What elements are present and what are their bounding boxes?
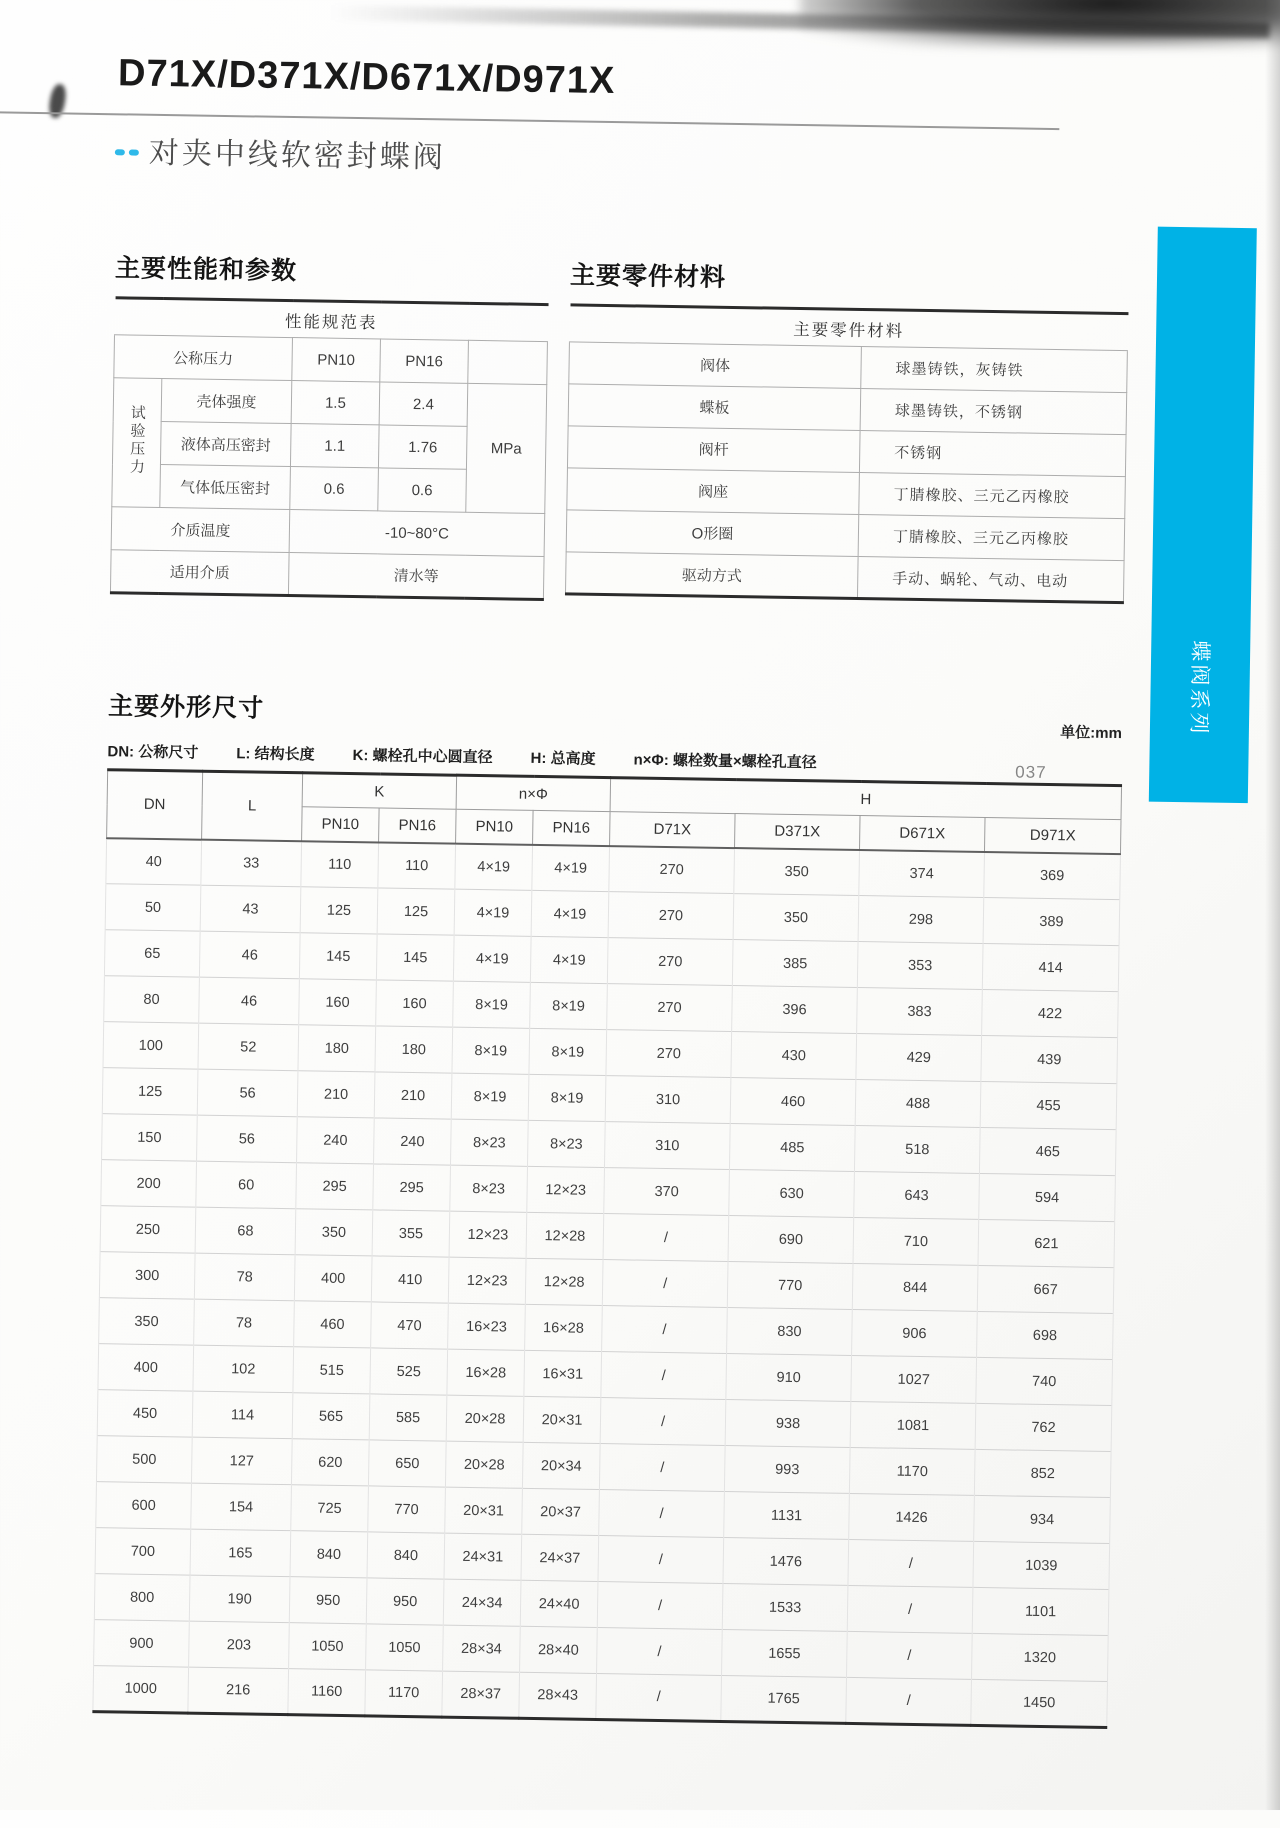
material-part-cell: 阀座 [567, 468, 860, 515]
dimension-cell: 650 [368, 1440, 446, 1487]
dimension-cell: 1039 [973, 1541, 1110, 1589]
medium-temp-label: 介质温度 [111, 507, 290, 553]
dimension-cell: 78 [194, 1253, 295, 1301]
dimension-cell: 353 [857, 942, 983, 990]
dimension-cell: 28×40 [520, 1626, 598, 1673]
dimension-cell: / [596, 1673, 722, 1721]
legend-item: K: 螺栓孔中心圆直径 [352, 747, 493, 767]
dimension-cell: 114 [192, 1391, 293, 1439]
dimension-cell: 270 [607, 984, 733, 1032]
dimension-cell: 485 [729, 1124, 855, 1172]
d371x-header: D371X [735, 814, 861, 850]
medium-row [110, 550, 544, 600]
dimension-cell: 355 [372, 1210, 450, 1257]
dimension-cell: 216 [188, 1667, 289, 1715]
dimension-cell: 710 [853, 1217, 979, 1265]
dimension-cell: 1476 [723, 1537, 849, 1585]
dimension-cell: 40 [106, 838, 202, 885]
dimension-cell: 125 [377, 888, 455, 935]
material-part-cell: 阀杆 [567, 426, 860, 473]
dimension-cell: / [597, 1628, 723, 1676]
nominal-pressure-label: 公称压力 [114, 335, 293, 381]
dimension-cell: / [603, 1214, 729, 1262]
dimension-cell: 43 [200, 885, 301, 933]
dimension-cell: 840 [290, 1531, 368, 1578]
dimension-cell: 8×19 [451, 1073, 529, 1120]
dimension-cell: 160 [376, 980, 454, 1027]
test-row-label: 气体低压密封 [160, 464, 291, 509]
dimension-cell: 518 [854, 1125, 980, 1173]
dimension-cell: 389 [983, 897, 1120, 945]
dimension-cell: 154 [191, 1483, 292, 1531]
dimension-cell: 295 [296, 1163, 374, 1210]
dimension-cell: 270 [608, 892, 734, 940]
dimension-cell: 800 [94, 1574, 190, 1621]
dimension-cell: 20×31 [445, 1487, 523, 1534]
k-header: K [302, 773, 457, 809]
dimension-cell: 4×19 [455, 843, 533, 890]
dimension-cell: 160 [299, 979, 377, 1026]
test-row-pn10: 0.6 [290, 467, 379, 511]
dimension-cell: 515 [293, 1347, 371, 1394]
dimension-cell: 1655 [722, 1629, 848, 1677]
dimension-cell: 240 [297, 1117, 375, 1164]
dimension-cell: 594 [979, 1173, 1116, 1221]
dimension-cell: 250 [100, 1206, 196, 1253]
dimension-cell: 350 [734, 848, 860, 896]
dimension-cell: 16×28 [447, 1349, 525, 1396]
dimension-cell: 762 [975, 1403, 1112, 1451]
dimension-cell: 270 [607, 938, 733, 986]
pn10-header: PN10 [292, 338, 381, 382]
series-side-tab [1149, 227, 1257, 803]
dimension-cell: 1170 [365, 1670, 443, 1717]
dimension-cell: 20×28 [446, 1395, 524, 1442]
dimension-cell: 690 [728, 1216, 854, 1264]
dimension-cell: 460 [294, 1301, 372, 1348]
dimension-cell: 68 [195, 1207, 296, 1255]
dimension-cell: 1170 [849, 1447, 975, 1495]
test-row-label: 液体高压密封 [160, 422, 291, 467]
subtitle-row [115, 127, 447, 176]
dimension-cell: 852 [974, 1449, 1111, 1497]
medium-temp-row [111, 507, 545, 557]
dimension-cell: 630 [729, 1170, 855, 1218]
dn-header: DN [107, 770, 203, 839]
test-row-pn10: 1.5 [291, 381, 380, 425]
dimension-cell: 150 [102, 1114, 198, 1161]
dimension-cell: / [846, 1677, 972, 1725]
dimension-cell: 12×23 [449, 1211, 527, 1258]
dimension-cell: 621 [978, 1219, 1115, 1267]
dimension-cell: 203 [189, 1621, 290, 1669]
dimensions-table [92, 768, 1122, 1729]
dimension-cell: 1765 [721, 1675, 847, 1723]
dimension-cell: 33 [201, 839, 302, 887]
dimension-cell: 16×28 [525, 1304, 603, 1351]
dimension-cell: 350 [99, 1298, 195, 1345]
dimension-cell: 1160 [288, 1669, 366, 1716]
dimension-cell: 450 [97, 1390, 193, 1437]
dimension-cell: 298 [858, 896, 984, 944]
nphi-pn10-header: PN10 [456, 809, 534, 844]
dimension-cell: 125 [300, 887, 378, 934]
dimension-cell: 8×23 [450, 1165, 528, 1212]
dimension-cell: 180 [375, 1026, 453, 1073]
legend-item: L: 结构长度 [236, 745, 315, 764]
dimension-cell: 725 [291, 1485, 369, 1532]
dimension-cell: 470 [371, 1302, 449, 1349]
dimension-cell: 700 [95, 1528, 191, 1575]
dimension-cell: 270 [606, 1030, 732, 1078]
dimension-cell: 698 [977, 1311, 1114, 1359]
dimension-cell: 906 [852, 1309, 978, 1357]
dimension-cell: 350 [733, 894, 859, 942]
dimension-cell: / [599, 1490, 725, 1538]
dimension-cell: / [847, 1585, 973, 1633]
dimension-cell: 370 [604, 1168, 730, 1216]
dimension-cell: 12×23 [448, 1257, 526, 1304]
k-pn10-header: PN10 [302, 807, 380, 842]
dimension-cell: 460 [730, 1078, 856, 1126]
dimension-cell: 8×19 [452, 1027, 530, 1074]
unit-note: 单位:mm [1060, 724, 1122, 743]
dimension-cell: 65 [104, 930, 200, 977]
dimension-cell: 500 [96, 1436, 192, 1483]
dimension-cell: 938 [725, 1399, 851, 1447]
dimension-cell: 16×31 [524, 1350, 602, 1397]
dimension-cell: 1131 [724, 1491, 850, 1539]
dimension-cell: 102 [193, 1345, 294, 1393]
dimension-cell: 145 [299, 933, 377, 980]
dimension-cell: 414 [982, 943, 1119, 991]
dimension-cell: 1000 [93, 1666, 189, 1713]
dimension-cell: 12×28 [526, 1212, 604, 1259]
material-part-cell: O形圈 [566, 510, 859, 557]
dimension-cell: 110 [301, 841, 379, 888]
material-part-cell: 驱动方式 [565, 552, 858, 599]
dimension-cell: 295 [373, 1164, 451, 1211]
dimension-cell: 28×37 [442, 1671, 520, 1718]
dimension-cell: / [602, 1306, 728, 1354]
dimension-cell: 78 [194, 1299, 295, 1347]
dimension-cell: 20×37 [522, 1488, 600, 1535]
dimension-cell: 667 [977, 1265, 1114, 1313]
legend-item: H: 总高度 [530, 749, 596, 768]
materials-section-title: 主要零件材料 [569, 261, 727, 292]
nphi-header: n×Φ [456, 775, 611, 811]
shell-strength-row [113, 378, 547, 428]
material-part-cell: 阀体 [569, 342, 862, 389]
dimension-cell: 24×37 [521, 1534, 599, 1581]
dimension-cell: 50 [105, 884, 201, 931]
dimension-cell: 422 [982, 989, 1119, 1037]
dimension-cell: 200 [101, 1160, 197, 1207]
page-title: D71X/D371X/D671X/D971X [117, 52, 616, 103]
test-pressure-label: 试验压力 [112, 378, 162, 508]
dimension-cell: 350 [295, 1209, 373, 1256]
dimension-cell: 24×40 [520, 1580, 598, 1627]
legend-item: DN: 公称尺寸 [107, 743, 199, 762]
dimension-cell: / [599, 1444, 725, 1492]
dimension-cell: 165 [190, 1529, 291, 1577]
dimension-cell: 950 [289, 1577, 367, 1624]
materials-table-body [565, 342, 1127, 603]
dimension-cell: 24×31 [444, 1533, 522, 1580]
dimension-cell: 740 [976, 1357, 1113, 1405]
dimension-cell: 585 [369, 1394, 447, 1441]
dimension-cell: 8×19 [453, 981, 531, 1028]
material-value-cell: 不锈钢 [859, 430, 1126, 476]
dimension-cell: 20×28 [445, 1441, 523, 1488]
material-value-cell: 球墨铸铁，灰铸铁 [861, 346, 1128, 392]
subtitle-dots-icon [115, 149, 139, 155]
dimension-cell: 52 [198, 1023, 299, 1071]
pn16-header: PN16 [380, 339, 469, 383]
dimension-cell: 374 [859, 850, 985, 898]
dimension-cell: 620 [291, 1439, 369, 1486]
dimension-cell: 310 [605, 1076, 731, 1124]
dimension-cell: 46 [199, 977, 300, 1025]
dimension-cell: 4×19 [530, 936, 608, 983]
dimension-cell: 488 [855, 1079, 981, 1127]
dimension-cell: 210 [374, 1072, 452, 1119]
dimension-cell: 1050 [366, 1624, 444, 1671]
materials-table-title: 主要零件材料 [569, 305, 1128, 351]
dimension-cell: 565 [292, 1393, 370, 1440]
dimension-cell: 1027 [851, 1355, 977, 1403]
dimension-cell: 910 [726, 1353, 852, 1401]
k-pn16-header: PN16 [379, 808, 457, 843]
dimension-cell: 270 [609, 846, 735, 894]
dimension-cell: 310 [605, 1122, 731, 1170]
performance-table [110, 296, 549, 601]
dimension-cell: 28×43 [519, 1672, 597, 1719]
dimension-cell: / [598, 1536, 724, 1584]
dimension-cell: / [600, 1398, 726, 1446]
dimension-cell: 900 [94, 1620, 190, 1667]
dimension-cell: 770 [368, 1486, 446, 1533]
dimension-cell: 180 [298, 1025, 376, 1072]
dimension-cell: 56 [197, 1115, 298, 1163]
dimension-cell: 1320 [972, 1633, 1109, 1681]
dimension-cell: 100 [103, 1022, 199, 1069]
dimension-cell: 4×19 [532, 844, 610, 891]
dimension-cell: 369 [984, 851, 1121, 899]
dimension-cell: / [848, 1539, 974, 1587]
dimension-cell: 385 [732, 940, 858, 988]
performance-table-title: 性能规范表 [115, 298, 549, 342]
dimension-cell: 4×19 [531, 890, 609, 937]
dimension-cell: 430 [731, 1032, 857, 1080]
dimension-cell: 8×23 [451, 1119, 529, 1166]
page-subtitle: 对夹中线软密封蝶阀 [148, 136, 447, 175]
d671x-header: D671X [860, 816, 986, 852]
empty-corner-cell [468, 340, 548, 384]
dimension-cell: 840 [367, 1532, 445, 1579]
dimension-cell: 56 [197, 1069, 298, 1117]
material-value-cell: 球墨铸铁，不锈钢 [860, 388, 1127, 434]
dimension-cell: 429 [856, 1034, 982, 1082]
material-part-cell: 蝶板 [568, 384, 861, 431]
medium-value: 清水等 [288, 553, 544, 600]
dimension-cell: 12×28 [525, 1258, 603, 1305]
medium-label: 适用介质 [110, 550, 289, 596]
dimension-cell: 145 [376, 934, 454, 981]
dimension-cell: 1450 [971, 1679, 1108, 1727]
page-number: 037 [1015, 762, 1047, 782]
dimension-cell: 396 [732, 986, 858, 1034]
nphi-pn16-header: PN16 [533, 810, 611, 845]
dimension-cell: 4×19 [453, 935, 531, 982]
dimension-cell: 80 [104, 976, 200, 1023]
material-row [565, 552, 1124, 603]
dimension-cell: 12×23 [527, 1166, 605, 1213]
dimension-cell: 950 [366, 1578, 444, 1625]
pressure-unit: MPa [466, 383, 547, 513]
d71x-header: D71X [610, 812, 736, 848]
dimension-cell: 1050 [289, 1623, 367, 1670]
dimension-cell: 20×34 [522, 1442, 600, 1489]
dimension-cell: 400 [98, 1344, 194, 1391]
dimension-cell: 455 [980, 1081, 1117, 1129]
material-value-cell: 丁腈橡胶、三元乙丙橡胶 [858, 514, 1125, 560]
dimension-cell: 8×19 [528, 1074, 606, 1121]
dimension-cell: 400 [294, 1255, 372, 1302]
dimension-cell: 1426 [849, 1493, 975, 1541]
dimension-cell: 24×34 [443, 1579, 521, 1626]
dimension-cell: 20×31 [523, 1396, 601, 1443]
dimension-cell: 28×34 [443, 1625, 521, 1672]
dimension-cell: 844 [852, 1263, 978, 1311]
dimension-cell: 240 [374, 1118, 452, 1165]
l-header: L [202, 771, 303, 841]
test-row-pn10: 1.1 [290, 424, 379, 468]
dimension-cell: 643 [854, 1171, 980, 1219]
dimension-cell: 8×23 [528, 1120, 606, 1167]
test-row-pn16: 1.76 [378, 425, 467, 469]
dimension-cell: 46 [199, 931, 300, 979]
dimension-cell: / [601, 1352, 727, 1400]
material-value-cell: 丁腈橡胶、三元乙丙橡胶 [859, 472, 1126, 518]
dimensions-section-title: 主要外形尺寸 [107, 692, 265, 723]
dimensions-table-body [93, 838, 1121, 1728]
dimension-cell: 410 [371, 1256, 449, 1303]
dimension-cell: 8×19 [530, 982, 608, 1029]
dimension-cell: / [602, 1260, 728, 1308]
dimension-cell: 8×19 [529, 1028, 607, 1075]
medium-temp-value: -10~80°C [289, 510, 545, 557]
dimension-cell: 830 [727, 1308, 853, 1356]
dimension-cell: 439 [981, 1035, 1118, 1083]
dimension-cell: 934 [974, 1495, 1111, 1543]
dimension-cell: 60 [196, 1161, 297, 1209]
nominal-pressure-row [114, 335, 548, 385]
dimension-cell: 465 [979, 1127, 1116, 1175]
dimension-cell: / [597, 1582, 723, 1630]
legend-item: n×Φ: 螺栓数量×螺栓孔直径 [633, 751, 817, 772]
dimension-cell: 127 [191, 1437, 292, 1485]
dimension-cell: 16×23 [448, 1303, 526, 1350]
dimension-cell: 525 [370, 1348, 448, 1395]
performance-section-title: 主要性能和参数 [114, 254, 298, 286]
materials-table [565, 303, 1129, 604]
dimension-cell: 1101 [972, 1587, 1109, 1635]
dimension-cell: 1081 [850, 1401, 976, 1449]
dimension-cell: 190 [189, 1575, 290, 1623]
dimension-cell: 993 [724, 1445, 850, 1493]
dimension-cell: 4×19 [454, 889, 532, 936]
dimension-cell: 600 [96, 1482, 192, 1529]
test-row-label: 壳体强度 [161, 379, 292, 424]
material-value-cell: 手动、蜗轮、气动、电动 [857, 556, 1124, 602]
dimensions-legend [107, 740, 817, 772]
test-row-pn16: 2.4 [379, 382, 468, 426]
series-tab-label: 蝶阀系列 [1186, 640, 1211, 737]
d971x-header: D971X [985, 817, 1122, 853]
dimension-cell: 125 [102, 1068, 198, 1115]
dimension-cell: 300 [99, 1252, 195, 1299]
h-header: H [610, 778, 1122, 820]
dimension-cell: 210 [297, 1071, 375, 1118]
dimension-cell: 770 [727, 1262, 853, 1310]
test-row-pn16: 0.6 [378, 468, 467, 512]
dimension-cell: 1533 [722, 1583, 848, 1631]
dimension-cell: 383 [857, 988, 983, 1036]
dimension-cell: / [847, 1631, 973, 1679]
dimension-cell: 110 [378, 842, 456, 889]
